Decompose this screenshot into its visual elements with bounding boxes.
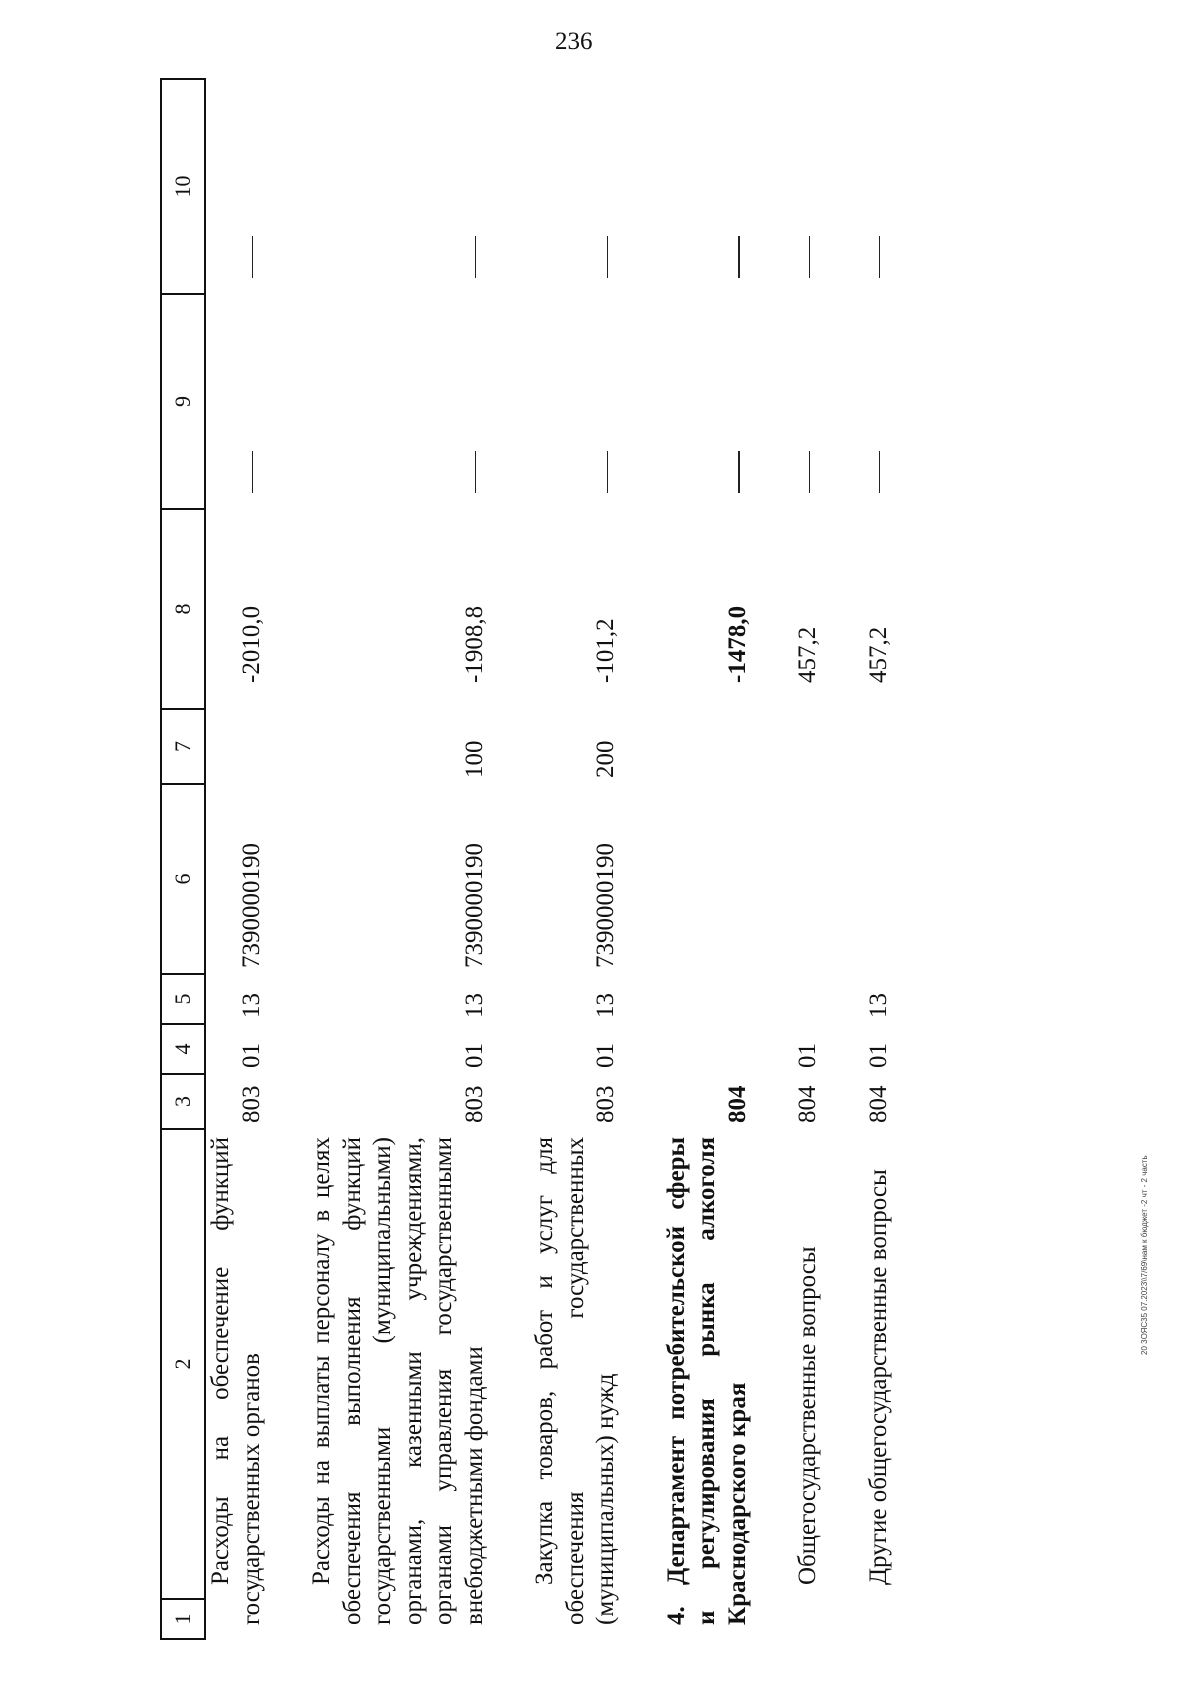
column-header: 10 [161,79,205,294]
cell-ved: 804 [794,1085,821,1123]
column-header: 8 [161,509,205,709]
table-row [793,79,838,1639]
cell-ved: 803 [237,1085,265,1123]
cell-amount: -101,2 [592,618,619,683]
table-row [530,79,636,1639]
column-header: 7 [161,709,205,784]
dash-mark [475,236,476,278]
budget-table [160,78,908,1640]
row-name [864,1129,909,1639]
cell-pr [662,974,768,1024]
page-number: 236 [555,28,593,55]
row-name [662,1129,768,1639]
cell-col10 [530,79,636,294]
cell-csr: 7390000190 [592,843,619,968]
rotated-page-content [160,80,950,1640]
cell-csr: 7390000190 [237,843,265,968]
row-label: Расходы на обеспечение функций государственных органов [207,1137,265,1625]
cell-vr: 200 [592,740,619,778]
cell-csr [662,784,768,974]
cell-pr: 13 [460,993,488,1018]
cell-rz: 01 [592,1043,619,1068]
row-label: Департамент потребительской сферы и регулирования рынка алкоголя Краснодарского края [662,1137,751,1625]
cell-ved: 804 [723,1085,751,1123]
table-row [205,79,281,1639]
column-header: 4 [161,1024,205,1074]
dash-mark [809,451,810,493]
cell-col10 [864,79,909,294]
table-row [662,79,768,1639]
cell-vr [205,709,281,784]
table-row [307,79,504,1639]
cell-amount: -2010,0 [237,605,265,683]
cell-amount: -1908,8 [460,605,488,683]
cell-csr [864,784,909,974]
cell-pr [793,974,838,1024]
cell-pr: 13 [592,993,619,1018]
cell-rz [662,1024,768,1074]
cell-col9 [205,294,281,509]
dash-mark [252,236,253,278]
cell-csr: 7390000190 [460,843,488,968]
row-label: Закупка товаров, работ и услуг для обеспечения государственных (муниципальных) нужд [531,1137,619,1625]
cell-ved: 803 [460,1085,488,1123]
row-label: Общегосударственные вопросы [794,1246,821,1585]
cell-vr [864,709,909,784]
cell-rz: 01 [460,1043,488,1068]
cell-col10 [662,79,768,294]
row-number: 4. [662,1606,690,1625]
row-name [530,1129,636,1639]
row-name [205,1129,281,1639]
cell-col10 [205,79,281,294]
cell-ved: 803 [592,1085,619,1123]
cell-col9 [662,294,768,509]
dash-mark [475,451,476,493]
cell-pr: 13 [237,993,265,1018]
footer-note: 20 3ОЯС35 07.2023\\7/69\нам к бюджет -2 чт - 2 часть [1140,1155,1149,1355]
cell-amount: -1478,0 [723,605,751,683]
row-name [307,1129,504,1639]
cell-vr [662,709,768,784]
cell-rz: 01 [794,1043,821,1068]
cell-col9 [793,294,838,509]
dash-mark [809,236,810,278]
dash-mark [607,236,608,278]
cell-col9 [307,294,504,509]
table-row [864,79,909,1639]
cell-rz: 01 [864,1043,892,1068]
column-header: 3 [161,1074,205,1129]
column-header: 5 [161,974,205,1024]
row-label: Другие общегосударственные вопросы [864,1169,892,1585]
cell-pr: 13 [864,993,892,1018]
column-header: 1 [161,1599,205,1639]
row-label: Расходы на выплаты персоналу в целях обеспечения выполнения функций государственными (муниципальными) органами, казенными учреждениями, органами управления государственными внебюджетными фондами [308,1137,488,1625]
dash-mark [738,236,740,278]
cell-col9 [530,294,636,509]
dash-mark [252,451,253,493]
cell-vr [793,709,838,784]
column-number-header [161,79,205,1639]
row-name [793,1129,838,1639]
column-header: 2 [161,1129,205,1599]
cell-col10 [793,79,838,294]
cell-col9 [864,294,909,509]
cell-amount: 457,2 [794,626,821,683]
cell-col10 [307,79,504,294]
cell-amount: 457,2 [864,626,892,683]
cell-csr [793,784,838,974]
column-header: 9 [161,294,205,509]
dash-mark [879,236,880,278]
dash-mark [738,451,740,493]
column-header: 6 [161,784,205,974]
dash-mark [879,451,880,493]
cell-ved: 804 [864,1085,892,1123]
cell-vr: 100 [460,740,488,778]
dash-mark [607,451,608,493]
cell-rz: 01 [237,1043,265,1068]
